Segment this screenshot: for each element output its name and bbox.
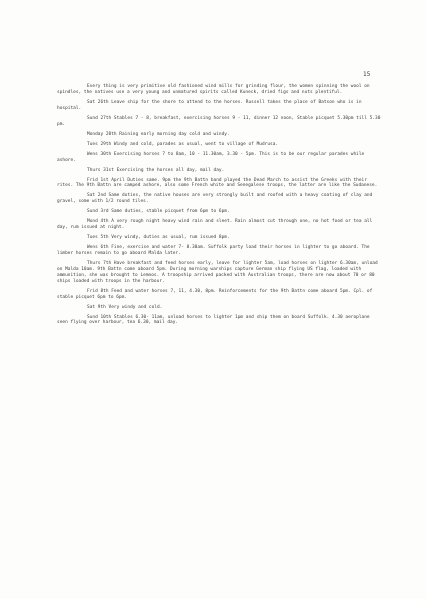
diary-entry: Tues 29th Windy and cold, parades as usual, went to village of Mudrusa. — [87, 141, 279, 147]
diary-entry: Sund 10th Stables 6.30- 11am, unload horses to lighter 1pm and ship them on board Suffolk. 4.30 aeroplane seen flying over harbour, tea 6.30, mail day. — [57, 314, 370, 326]
diary-entry: Tues 5th Very windy, duties as usual, rum issued 8pm. — [87, 235, 230, 241]
diary-entry: Sat 26th Leave ship for the shore to attend to the horses. Russell takes the place of Batson who is in hospital. — [57, 99, 362, 111]
page-number: 15 — [363, 71, 371, 78]
diary-entry: Monday 28th Raining early morning day cold and windy. — [87, 131, 230, 137]
diary-entry: Sat 2nd Same duties, the native houses are very strongly built and roofed with a heavy coating of clay and gravel, some with 1/2 round tiles. — [57, 193, 373, 205]
diary-entry: Frid 1st April Duties same. 9pm the 9th Battn band played the Dead March to assist the Greeks with their rites. The 9th Battn are camped ashore, also some French white and Senegalese troops, the latter are like the Sudanese. — [57, 177, 378, 189]
diary-entry: Wens 30th Exercising horses 7 to 8am, 10 - 11.30am, 3.30 - 5pm. This is to be our regular parades while ashore. — [57, 151, 365, 163]
diary-entry: Thurs 7th Have breakfast and feed horses early, leave for lighter 5am, load horses on lighter 6.30am, unload on Malda 10am. 9th Battn come aboard 5pm. During morning warships capture German ship flying US flag, loaded with ammunition, she was brought to Lemnos. A troopship arrived packed with Australian troops, there are now about 70 or 80 ships loaded with troops in the harbour. — [57, 261, 378, 284]
diary-entry: Thurs 31st Exercising the horses all day, mail day. — [87, 167, 225, 173]
diary-paragraph: Every thing is very primitive old fashioned wind mills for grinding flour, the women spinning the wool on spindles, the natives use a very young and unmatured spirits called Kuneck, dried figs and nuts plentiful. — [57, 84, 370, 95]
diary-entry: Mond 4th A very rough night heavy wind rain and sleet. Rain almost cut through one, no hot food or tea all day, rum issued at night. — [57, 219, 373, 231]
diary-entry: Sat 9th Very windy and cold. — [87, 304, 163, 310]
diary-entry: Sund 27th Stables 7 - 8, breakfast, exercising horses 9 - 11, dinner 12 noon, Stable picquet 5.30pm till 5.30 pm. — [57, 115, 381, 127]
diary-entry: Frid 8th Feed and water horses 7, 11, 4.30, 8pm. Reinforcements for the 9th Battn come aboard 5pm. Cpl. of stable picquet 6pm to 6pm. — [57, 288, 373, 300]
diary-entry: Sund 3rd Same duties, stable picquet from 6pm to 6pm. — [87, 209, 230, 215]
diary-body — [57, 84, 381, 331]
diary-entry: Wens 6th Fine, exercise and water 7- 8.30am. Suffolk party load their horses in lighter to go aboard. The limber horses remain to go aboard Malda later. — [57, 245, 370, 257]
